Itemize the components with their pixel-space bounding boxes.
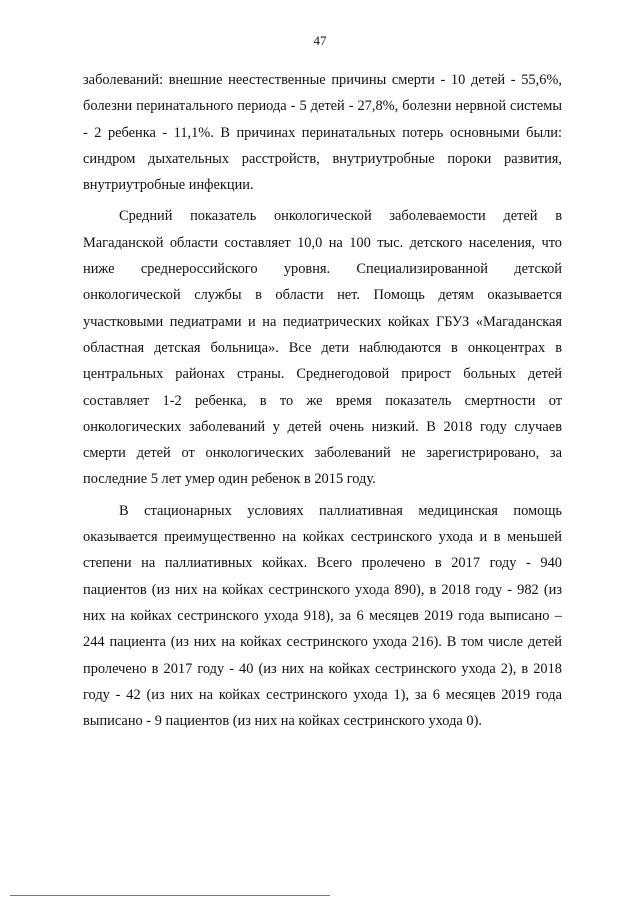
page-body <box>83 67 562 734</box>
footer-divider <box>10 895 330 896</box>
paragraph-causes-of-death: заболеваний: внешние неестественные причины смерти - 10 детей - 55,6%, болезни перинатального периода - 5 детей - 27,8%, болезни нервной системы - 2 ребенка - 11,1%. В причинах перинатальных потерь основными были: синдром дыхательных расстройств, внутриутробные пороки развития, внутриутробные инфекции. <box>83 72 562 194</box>
paragraph-oncology: Средний показатель онкологической заболеваемости детей в Магаданской области составляет 10,0 на 100 тыс. детского населения, что ниже среднероссийского уровня. Специализированной детской онкологической службы в области нет. Помощь детям оказывается участковыми педиатрами и на педиатрических койках ГБУЗ «Магаданская областная детская больница». Все дети наблюдаются в онкоцентрах в центральных районах страны. Среднегодовой прирост больных детей составляет 1-2 ребенка, в то же время показатель смертности от онкологических заболеваний у детей очень низкий. В 2018 году случаев смерти детей от онкологических заболеваний не зарегистрировано, за последние 5 лет умер один ребенок в 2015 году. <box>83 208 562 488</box>
page-number: 47 <box>313 33 327 48</box>
paragraph-palliative-care: В стационарных условиях паллиативная медицинская помощь оказывается преимущественно на койках сестринского ухода и в меньшей степени на паллиативных койках. Всего пролечено в 2017 году - 940 пациентов (из них на койках сестринского ухода 890), в 2018 году - 982 (из них на койках сестринского ухода 918), за 6 месяцев 2019 года выписано – 244 пациента (из них на койках сестринского ухода 216). В том числе детей пролечено в 2017 году - 40 (из них на койках сестринского ухода 2), в 2018 году - 42 (из них на койках сестринского ухода 1), за 6 месяцев 2019 года выписано - 9 пациентов (из них на койках сестринского ухода 0). <box>83 502 562 730</box>
